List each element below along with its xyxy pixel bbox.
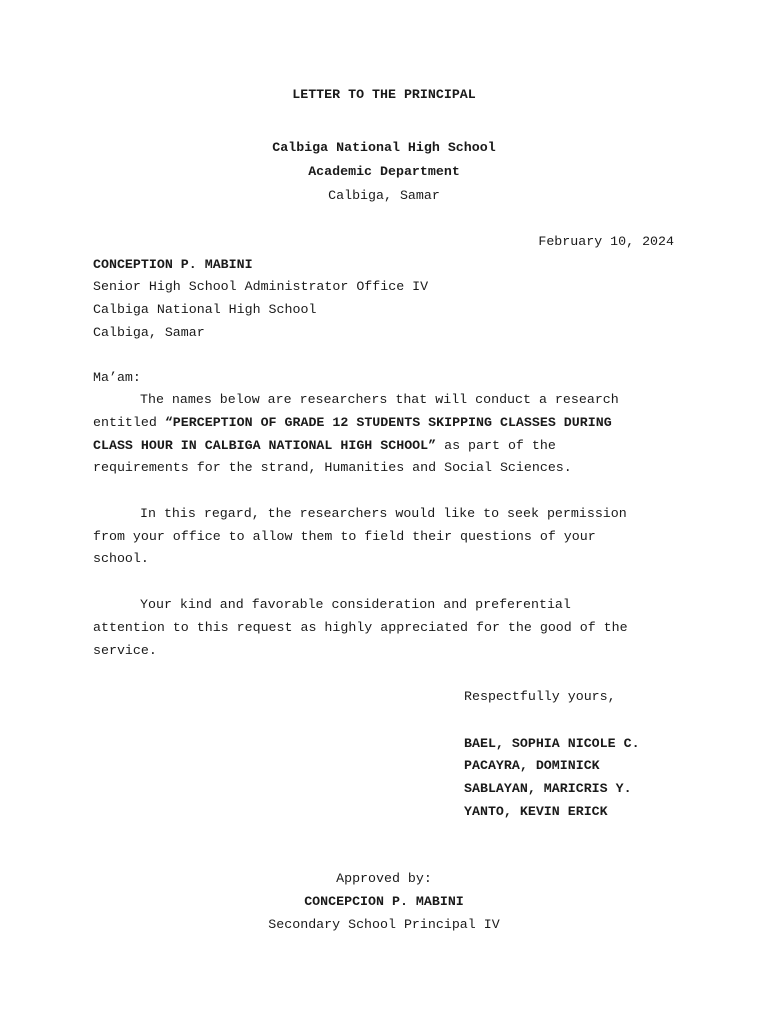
letter-date: February 10, 2024 [538, 234, 674, 249]
researcher-1: BAEL, SOPHIA NICOLE C. [464, 736, 640, 751]
paragraph1-line2 [93, 415, 612, 431]
recipient-position: Senior High School Administrator Office IV [93, 279, 429, 294]
researcher-2: PACAYRA, DOMINICK [464, 758, 600, 773]
research-title-part1: “PERCEPTION OF GRADE 12 STUDENTS SKIPPING CLASSES DURING [164, 415, 612, 430]
research-title-part2: CLASS HOUR IN CALBIGA NATIONAL HIGH SCHOOL” [93, 438, 437, 453]
paragraph3-line1: Your kind and favorable consideration and preferential [140, 597, 571, 612]
letter-title: LETTER TO THE PRINCIPAL [292, 87, 476, 102]
paragraph3-line2: attention to this request as highly appreciated for the good of the [93, 620, 628, 635]
paragraph2-line3: school. [93, 551, 149, 566]
researcher-3: SABLAYAN, MARICRIS Y. [464, 781, 632, 796]
approver-name: CONCEPCION P. MABINI [304, 894, 464, 909]
salutation: Ma’am: [93, 370, 141, 385]
school-name: Calbiga National High School [272, 140, 496, 155]
paragraph2-line2: from your office to allow them to field their questions of your [93, 529, 596, 544]
paragraph1-line3-text: as part of the [436, 438, 556, 453]
school-location: Calbiga, Samar [328, 188, 440, 203]
recipient-name: CONCEPTION P. MABINI [93, 257, 253, 272]
paragraph2-line1: In this regard, the researchers would like to seek permission [140, 506, 627, 521]
researcher-4: YANTO, KEVIN ERICK [464, 804, 608, 819]
recipient-school: Calbiga National High School [93, 302, 317, 317]
paragraph1-line2-text: entitled [93, 415, 165, 430]
approval-label: Approved by: [336, 871, 432, 886]
closing: Respectfully yours, [464, 689, 616, 704]
paragraph1-line3 [93, 438, 556, 454]
paragraph1-line1: The names below are researchers that will conduct a research [140, 392, 619, 407]
paragraph3-line3: service. [93, 643, 157, 658]
approver-position: Secondary School Principal IV [268, 917, 500, 932]
recipient-location: Calbiga, Samar [93, 325, 205, 340]
paragraph1-line4: requirements for the strand, Humanities and Social Sciences. [93, 460, 572, 475]
school-department: Academic Department [308, 164, 460, 179]
